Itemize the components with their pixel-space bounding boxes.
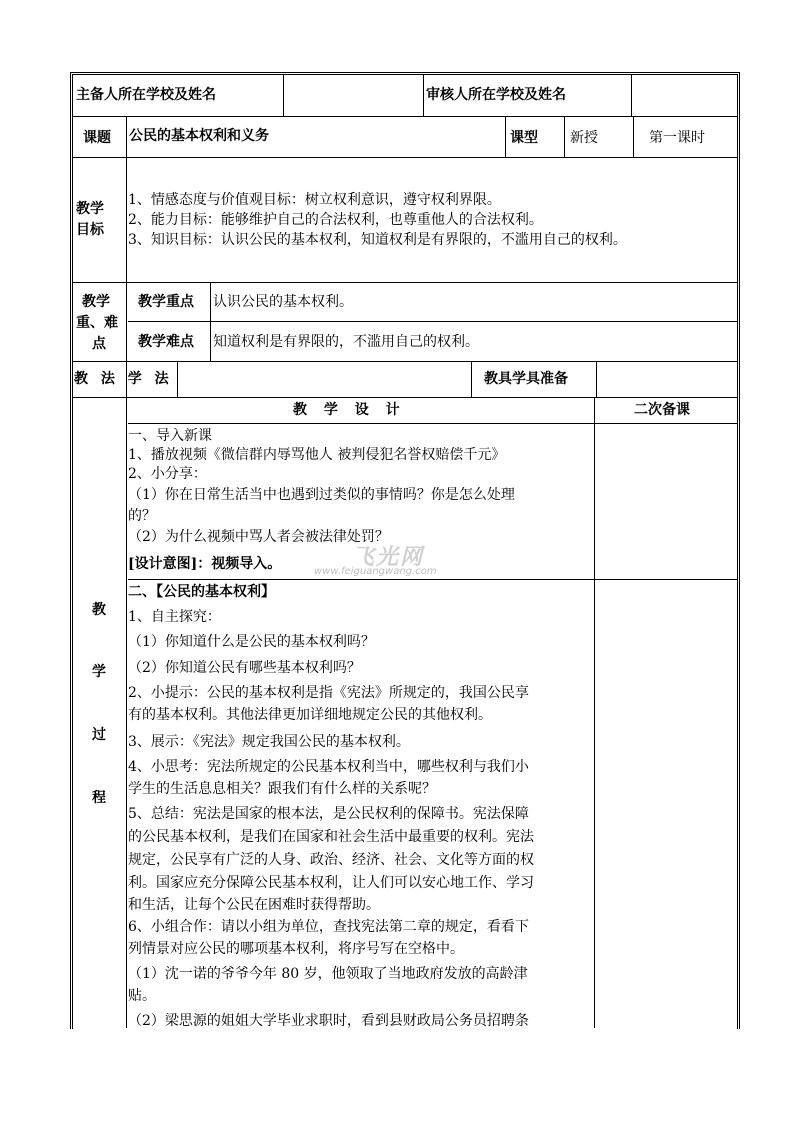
section2-line: 1、自主探究：: [128, 609, 221, 625]
section2-line: 3、展示：《宪法》规定我国公民的基本权利。: [128, 734, 410, 750]
col-divider: [596, 361, 597, 397]
design-header: 教 学 设 计: [293, 402, 406, 418]
lesson-period: 第一课时: [649, 130, 705, 146]
section2-line: （2）梁思源的姐姐大学毕业求职时，看到县财政局公务员招聘条: [128, 1013, 529, 1029]
section1-line: 1、播放视频《微信群内辱骂他人 被判侵犯名誉权赔偿千元》: [128, 447, 506, 463]
section2-line: 有的基本权利。其他法律更加详细地规定公民的其他权利。: [128, 707, 492, 723]
col-divider: [594, 397, 595, 1028]
tools-label: 教具学具准备: [484, 371, 568, 387]
goal-item: 3、知识目标：认识公民的基本权利，知道权利是有界限的，不滥用自己的权利。: [128, 232, 627, 248]
section2-line: 贴。: [128, 988, 156, 1004]
section2-line: 学生的生活息息相关？跟我们有什么样的关系呢？: [128, 781, 436, 797]
reviewer-label: 审核人所在学校及姓名: [426, 87, 566, 103]
section2-line: （1）你知道什么是公民的基本权利吗？: [128, 634, 375, 650]
watermark-logo: 飞光网 www.feiguangwang.com: [314, 545, 437, 577]
goals-label-line2: 目标: [76, 222, 104, 238]
section1-line: 的？: [128, 508, 156, 524]
section2-line: 列情景对应公民的哪项基本权利，将序号写在空格中。: [128, 941, 464, 957]
row-divider: [128, 423, 737, 424]
difficult-point-value: 知道权利是有界限的，不滥用自己的权利。: [213, 334, 479, 350]
section2-line: （1）沈一诺的爷爷今年 80 岁，他领取了当地政府发放的高龄津: [128, 966, 528, 982]
design-intent: [设计意图]：视频导入。: [128, 556, 282, 572]
col-divider: [471, 361, 472, 397]
section2-line: 2、小提示：公民的基本权利是指《宪法》所规定的，我国公民享: [128, 685, 529, 701]
row-divider: [72, 157, 737, 158]
keypoints-label-line2: 重、难: [76, 315, 118, 331]
section2-line: 利。国家应充分保障公民基本权利，让人们可以安心地工作、学习: [128, 875, 534, 891]
keypoints-label-line3: 点: [92, 336, 106, 352]
section1-line: （2）为什么视频中骂人者会被法律处罚？: [128, 529, 389, 545]
difficult-point-label: 教学难点: [138, 334, 194, 350]
section1-line: （1）你在日常生活当中也遇到过类似的事情吗？你是怎么处理: [128, 487, 515, 503]
col-divider: [564, 116, 565, 157]
section2-line: 5、总结：宪法是国家的根本法，是公民权利的保障书。宪法保障: [128, 806, 529, 822]
goals-label-line1: 教学: [76, 201, 104, 217]
section1-line: 2、小分享：: [128, 466, 207, 482]
section2-heading: 二、【公民的基本权利】: [128, 584, 275, 600]
col-divider: [423, 74, 424, 116]
col-divider: [633, 116, 634, 157]
process-label-char: 程: [92, 790, 106, 806]
col-divider: [505, 116, 506, 157]
key-point-value: 认识公民的基本权利。: [213, 294, 353, 310]
section2-line: 规定，公民享有广泛的人身、政治、经济、社会、文化等方面的权: [128, 852, 534, 868]
row-divider: [72, 282, 737, 283]
row-divider: [72, 116, 737, 117]
col-divider: [210, 282, 211, 361]
row-divider: [72, 397, 737, 398]
col-divider: [177, 361, 178, 397]
secondary-prep-header: 二次备课: [634, 402, 690, 418]
col-divider: [283, 74, 284, 116]
topic-value: 公民的基本权利和义务: [129, 128, 269, 144]
keypoints-label-line1: 教学: [82, 294, 110, 310]
section1-line: 一、导入新课: [128, 428, 212, 444]
col-divider: [126, 116, 127, 1028]
preparer-label: 主备人所在学校及姓名: [76, 87, 216, 103]
section2-line: 6、小组合作：请以小组为单位，查找宪法第二章的规定，看看下: [128, 919, 529, 935]
col-divider: [631, 74, 632, 116]
goal-item: 2、能力目标：能够维护自己的合法权利，也尊重他人的合法权利。: [128, 212, 543, 228]
section2-line: 4、小思考：宪法所规定的公民基本权利当中，哪些权利与我们小: [128, 759, 529, 775]
key-point-label: 教学重点: [138, 294, 194, 310]
section2-line: （2）你知道公民有哪些基本权利吗？: [128, 660, 361, 676]
process-label-char: 过: [92, 727, 106, 743]
process-label-char: 学: [92, 664, 106, 680]
method-label: 教 法 学 法: [74, 371, 173, 387]
row-divider: [72, 361, 737, 362]
lesson-type-value: 新授: [570, 130, 598, 146]
section2-line: 的公民基本权利，是我们在国家和社会生活中最重要的权利。宪法: [128, 829, 534, 845]
row-divider: [128, 321, 737, 322]
process-label-char: 教: [92, 602, 106, 618]
goal-item: 1、情感态度与价值观目标：树立权利意识，遵守权利界限。: [128, 192, 501, 208]
section2-line: 和生活，让每个公民在困难时获得帮助。: [128, 897, 380, 913]
lesson-type-label: 课型: [510, 130, 538, 146]
topic-label: 课题: [83, 130, 111, 146]
